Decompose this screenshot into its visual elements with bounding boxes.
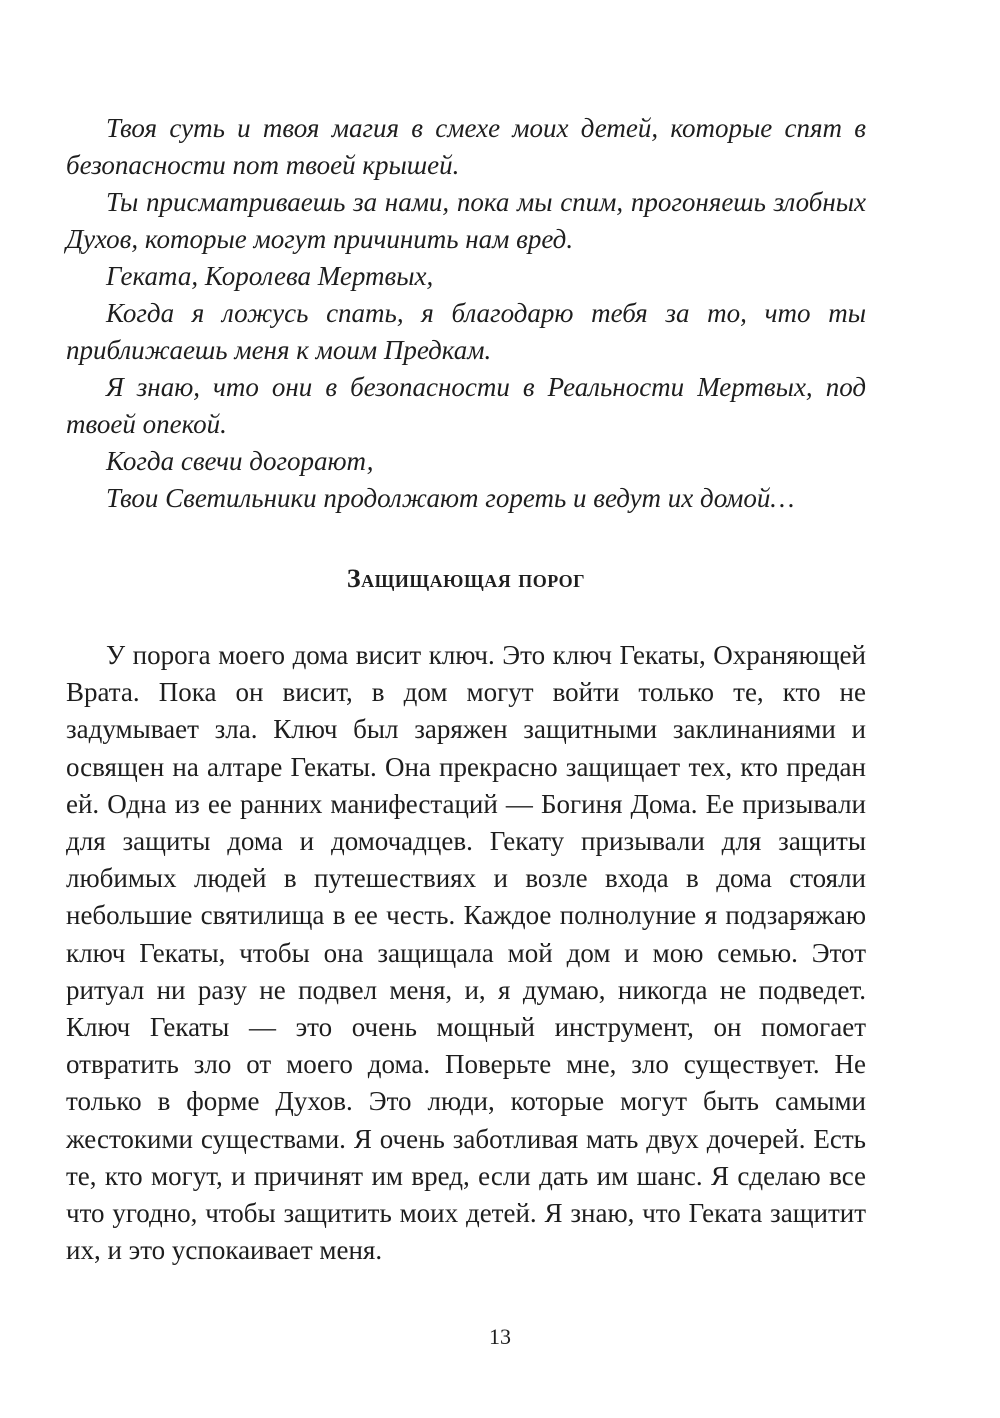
verse-line: Когда свечи догорают, [106,446,374,476]
verse-line: Ты присматриваешь за нами, пока мы спим, прогоняешь злобных Духов, которые могут причинить нам вред. [66,187,866,254]
verse-line: Когда я ложусь спать, я благодарю тебя за то, что ты приближаешь меня к моим Предкам. [66,298,866,365]
verse-line: Твоя суть и твоя магия в смехе моих детей, которые спят в безопасности пот твоей крышей. [66,113,866,180]
page-content [66,110,866,1269]
prayer-verse [66,110,866,517]
section-heading: Защищающая порог [346,564,586,593]
section-paragraph: У порога моего дома висит ключ. Это ключ Гекаты, Охраняющей Врата. Пока он висит, в дом могут войти только те, кто не задумывает зла. Ключ был заряжен защитными заклинаниями и освящен на алтаре Гекаты. Она прекрасно защищает тех, кто предан ей. Одна из ее ранних манифестаций — Богиня Дома. Ее призывали для защиты дома и домочадцев. Гекату призывали для защиты любимых людей в путешествиях и возле входа в дома стояли небольшие святилища в ее честь. Каждое полнолуние я подзаряжаю ключ Гекаты, чтобы она защищала мой дом и мою семью. Этот ритуал ни разу не подвел меня, и, я думаю, никогда не подведет. Ключ Гекаты — это очень мощный инструмент, он помогает отвратить зло от моего дома. Поверьте мне, зло существует. Не только в форме Духов. Это люди, которые могут быть самыми жестокими существами. Я очень заботливая мать двух дочерей. Есть те, кто могут, и причинят им вред, если дать им шанс. Я сделаю все что угодно, чтобы защитить моих детей. Я знаю, что Геката защитит их, и это успокаивает меня. [66,640,866,1266]
verse-line: Я знаю, что они в безопасности в Реальности Мертвых, под твоей опекой. [66,372,866,439]
verse-line: Геката, Королева Мертвых, [106,261,434,291]
page-number: 13 [489,1324,511,1349]
verse-line: Твои Светильники продолжают гореть и ведут их домой… [106,483,795,513]
